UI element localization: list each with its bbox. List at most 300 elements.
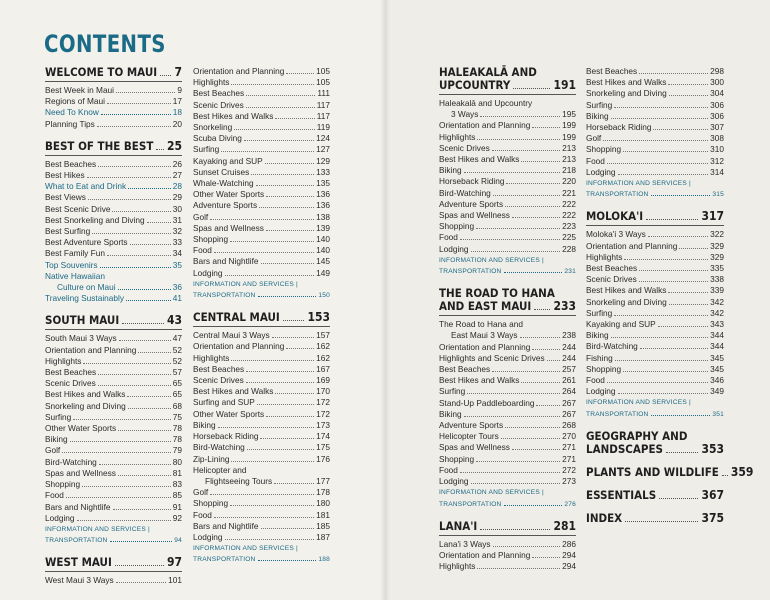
section-heading[interactable] [439,300,576,313]
toc-entry[interactable] [45,248,182,259]
toc-entry[interactable] [193,510,330,521]
toc-entry[interactable] [193,409,330,420]
section-heading[interactable] [439,79,576,92]
toc-entry-page-number: 136 [316,189,330,200]
toc-entry[interactable] [586,319,724,330]
toc-entry-label: Other Water Sports [45,423,117,434]
toc-entry[interactable] [193,353,330,364]
toc-entry[interactable] [45,282,182,293]
toc-entry[interactable] [439,165,576,176]
leader-dots [493,546,561,547]
toc-entry[interactable] [586,133,724,144]
section-heading[interactable] [586,512,724,525]
leader-dots [128,408,171,409]
toc-entry[interactable] [439,409,576,420]
toc-entry-page-number: 138 [316,211,330,222]
section-page-number: 7 [174,65,182,79]
toc-entry-page-number: 345 [710,363,724,374]
toc-entry[interactable] [193,100,330,111]
leader-dots [260,438,314,439]
leader-dots [231,461,314,462]
toc-entry[interactable] [45,423,182,434]
toc-entry[interactable] [193,212,330,223]
section-heading[interactable] [586,210,724,223]
toc-entry[interactable] [45,535,182,546]
toc-entry[interactable] [439,364,576,375]
toc-entry-page-number: 199 [562,131,576,142]
section-title-cont: AND EAST MAUI [439,299,532,314]
toc-entry[interactable] [439,232,576,243]
leader-dots [247,449,314,450]
toc-entry[interactable] [45,502,182,513]
toc-entry[interactable] [45,260,182,271]
toc-entry[interactable] [439,210,576,221]
leader-dots [97,126,171,127]
toc-entry[interactable] [193,397,330,408]
toc-entry-page-number: 345 [710,352,724,363]
leader-dots [98,385,171,386]
toc-entry[interactable] [193,498,330,509]
toc-entry[interactable] [439,188,576,199]
toc-entry[interactable] [586,409,724,420]
toc-entry[interactable] [439,98,576,109]
toc-entry[interactable] [193,420,330,431]
toc-entry[interactable] [586,364,724,375]
toc-entry[interactable] [45,378,182,389]
section-heading[interactable] [45,66,182,79]
toc-entry[interactable] [586,111,724,122]
toc-entry[interactable] [439,454,576,465]
toc-entry-label: Best Beaches [586,66,638,76]
toc-entry-page-number: 344 [710,330,724,341]
toc-entry[interactable] [45,356,182,367]
toc-entry[interactable] [193,330,330,341]
leader-dots [258,560,317,561]
toc-entry-page-number: 136 [316,200,330,211]
toc-entry-page-number: 223 [562,221,576,232]
toc-entry[interactable] [45,513,182,524]
toc-entry[interactable] [193,234,330,245]
toc-entry[interactable] [45,96,182,107]
leader-dots [266,230,314,231]
toc-entry[interactable] [439,561,576,572]
toc-entry[interactable] [586,263,724,274]
leader-dots [624,259,708,260]
toc-entry-label: Surfing [586,307,613,318]
toc-entry[interactable] [586,88,724,99]
toc-entry-page-number: 314 [710,166,724,177]
toc-entry-page-number: 187 [316,531,330,542]
toc-entry-page-number: 228 [562,243,576,254]
toc-entry[interactable] [193,442,330,453]
toc-entry-label: Surfing [193,144,220,155]
toc-entry[interactable] [193,465,330,476]
leader-dots [607,382,708,383]
toc-entry[interactable] [586,252,724,263]
leader-dots [274,483,314,484]
section-heading[interactable] [586,443,724,456]
leader-dots [464,172,561,173]
toc-entry[interactable] [586,100,724,111]
toc-entry[interactable] [439,465,576,476]
toc-entry[interactable] [586,229,724,240]
toc-entry[interactable] [439,199,576,210]
toc-entry-page-number: 349 [710,386,724,397]
toc-entry[interactable] [45,107,182,118]
toc-entry-page-number: 300 [710,77,724,88]
toc-entry[interactable] [439,499,576,510]
toc-entry-label: Biking [439,408,462,419]
leader-dots [107,103,171,104]
toc-entry[interactable] [439,375,576,386]
toc-entry[interactable] [45,226,182,237]
section-heading[interactable] [45,314,182,327]
toc-entry[interactable] [439,244,576,255]
toc-entry-page-number: 271 [562,453,576,464]
leader-dots [225,539,315,540]
section-rule [193,326,330,327]
toc-entry[interactable] [439,476,576,487]
toc-entry-page-number: 162 [316,341,330,352]
toc-entry[interactable] [193,66,330,77]
toc-entry[interactable] [45,85,182,96]
leader-dots [607,163,708,164]
toc-entry[interactable] [193,88,330,99]
toc-entry-label: Native Hawaiian [45,270,105,281]
toc-entry[interactable] [439,442,576,453]
toc-entry-label: Food [193,245,212,256]
toc-entry[interactable] [439,132,576,143]
leader-dots [623,151,708,152]
leader-dots [110,541,173,542]
toc-entry-page-number: 28 [172,181,182,192]
section-rule [586,225,724,226]
leader-dots [646,219,698,220]
toc-entry-label: Orientation and Planning [193,341,285,352]
toc-entry[interactable] [193,256,330,267]
toc-entry-label: TRANSPORTATION [193,556,256,564]
toc-entry-label: Helicopter Tours [439,431,499,442]
section-title: SOUTH MAUI [45,313,120,328]
toc-entry[interactable] [586,66,724,77]
toc-entry[interactable] [193,454,330,465]
toc-entry[interactable] [193,200,330,211]
toc-entry-label: Lana'i 3 Ways [439,538,491,549]
toc-entry[interactable] [45,345,182,356]
toc-entry-label: Golf [193,211,209,222]
toc-entry[interactable] [193,111,330,122]
toc-entry[interactable] [193,268,330,279]
toc-entry[interactable] [439,487,576,498]
toc-entry[interactable] [586,297,724,308]
toc-entry-label: Stand-Up Paddleboarding [439,397,535,408]
toc-entry[interactable] [45,457,182,468]
leader-dots [246,95,315,96]
toc-entry[interactable] [193,133,330,144]
section-heading[interactable] [586,464,754,479]
toc-entry-page-number: 213 [562,142,576,153]
toc-entry-page-number: 170 [316,386,330,397]
toc-entry[interactable] [439,342,576,353]
toc-entry[interactable] [439,255,576,266]
toc-entry[interactable] [193,167,330,178]
toc-entry-label: INFORMATION AND SERVICES | [193,280,298,288]
toc-entry-page-number: 117 [316,99,330,110]
toc-entry-label: Best Hikes and Walks [193,110,274,121]
section-title: HALEAKALĀ AND [439,65,537,79]
toc-entry[interactable] [586,77,724,88]
toc-entry-page-number: 29 [172,192,182,203]
leader-dots [476,228,560,229]
toc-entry-page-number: 35 [172,259,182,270]
toc-entry[interactable] [586,285,724,296]
toc-entry[interactable] [45,119,182,130]
leader-dots [659,498,698,499]
toc-entry-label: Kayaking and SUP [586,319,656,330]
toc-entry[interactable] [193,189,330,200]
toc-entry[interactable] [193,554,330,565]
toc-entry[interactable] [193,223,330,234]
toc-entry[interactable] [45,237,182,248]
toc-entry[interactable] [439,120,576,131]
leader-dots [640,348,708,349]
toc-entry-label: TRANSPORTATION [586,191,649,199]
toc-entry[interactable] [439,109,576,120]
toc-entry[interactable] [45,159,182,170]
toc-entry-page-number: 286 [562,538,576,549]
toc-entry-page-number: 79 [172,445,182,456]
leader-dots [231,84,314,85]
toc-entry-page-number: 220 [562,176,576,187]
toc-entry-label: Whale-Watching [193,178,254,189]
toc-entry[interactable] [439,330,576,341]
toc-entry[interactable] [193,364,330,375]
toc-entry[interactable] [45,389,182,400]
section-page-number: 25 [166,138,182,153]
toc-entry[interactable] [193,521,330,532]
toc-entry-page-number: 294 [562,549,576,560]
toc-entry[interactable] [439,353,576,364]
toc-entry[interactable] [193,386,330,397]
toc-entry[interactable] [193,290,330,301]
toc-entry[interactable] [586,189,724,200]
toc-entry[interactable] [439,319,576,330]
toc-entry[interactable] [586,274,724,285]
toc-entry-label: Traveling Sustainably [45,293,125,304]
toc-entry[interactable] [586,353,724,364]
toc-entry-page-number: 117 [316,110,330,121]
section-page-number: 281 [553,518,576,533]
leader-dots [246,107,315,108]
toc-entry[interactable] [45,181,182,192]
toc-entry[interactable] [439,550,576,561]
toc-entry[interactable] [586,167,724,178]
toc-entry[interactable] [193,543,330,554]
toc-entry[interactable] [193,279,330,290]
toc-entry-label: Biking [586,110,609,121]
toc-entry[interactable] [193,532,330,543]
toc-entry-label: Lodging [586,166,616,177]
toc-entry[interactable] [45,445,182,456]
toc-entry[interactable] [45,434,182,445]
toc-entry-label: Best Family Fun [45,248,105,259]
toc-entry[interactable] [586,386,724,397]
leader-dots [471,251,561,252]
toc-entry-page-number: 306 [710,110,724,121]
toc-entry-page-number: 124 [316,133,330,144]
leader-dots [477,139,560,140]
toc-entry[interactable] [586,308,724,319]
leader-dots [658,326,709,327]
toc-entry[interactable] [45,293,182,304]
toc-entry[interactable] [586,178,724,189]
leader-dots [547,360,561,361]
toc-entry[interactable] [439,221,576,232]
toc-entry[interactable] [193,375,330,386]
toc-entry[interactable] [45,468,182,479]
toc-entry[interactable] [45,204,182,215]
toc-entry[interactable] [193,178,330,189]
toc-entry[interactable] [193,245,330,256]
toc-entry-label: Lodging [439,243,469,254]
section-heading[interactable] [45,140,182,153]
toc-entry[interactable] [193,476,330,487]
toc-entry[interactable] [45,367,182,378]
toc-entry-page-number: 329 [710,251,724,262]
toc-entry-page-number: 264 [562,386,576,397]
toc-entry[interactable] [45,412,182,423]
toc-entry[interactable] [586,241,724,252]
toc-entry[interactable] [586,156,724,167]
toc-entry[interactable] [193,144,330,155]
toc-column-2 [193,66,330,566]
section-heading-line [586,430,724,443]
toc-entry-page-number: 33 [172,237,182,248]
toc-entry[interactable] [439,266,576,277]
toc-entry[interactable] [193,77,330,88]
toc-entry[interactable] [193,487,330,498]
toc-entry[interactable] [45,401,182,412]
toc-entry[interactable] [45,490,182,501]
toc-entry-label: Snorkeling and Diving [586,296,667,307]
toc-entry-page-number: 231 [564,268,576,276]
toc-entry-page-number: 244 [562,341,576,352]
toc-entry[interactable] [439,386,576,397]
toc-entry-page-number: 172 [316,397,330,408]
toc-entry-page-number: 34 [172,248,182,259]
toc-entry[interactable] [45,271,182,282]
toc-entry-label: East Maui 3 Ways [451,330,518,341]
toc-entry-page-number: 105 [316,77,330,88]
toc-entry-label: Food [439,464,458,475]
toc-entry[interactable] [193,341,330,352]
toc-entry-label: Helicopter and [193,464,247,475]
toc-entry[interactable] [45,575,182,586]
toc-entry[interactable] [439,539,576,550]
toc-entry[interactable] [193,431,330,442]
toc-entry-label: TRANSPORTATION [193,292,256,300]
leader-dots [234,129,315,130]
toc-entry-page-number: 68 [172,400,182,411]
toc-entry[interactable] [439,420,576,431]
leader-dots [506,183,560,184]
leader-dots [214,517,314,518]
toc-entry[interactable] [439,143,576,154]
section-heading[interactable] [439,520,576,533]
toc-entry-page-number: 351 [712,410,724,418]
section-page-number: 153 [307,310,330,325]
toc-entry[interactable] [586,375,724,386]
leader-dots [521,382,560,383]
toc-entry[interactable] [45,479,182,490]
leader-dots [275,393,314,394]
leader-dots [218,427,315,428]
leader-dots [477,568,560,569]
toc-entry[interactable] [193,156,330,167]
toc-entry[interactable] [439,154,576,165]
toc-entry[interactable] [439,431,576,442]
section-heading[interactable] [586,489,724,502]
toc-entry-label: Surfing [439,386,466,397]
toc-entry[interactable] [193,122,330,133]
section-heading[interactable] [45,556,182,569]
toc-entry[interactable] [586,397,724,408]
toc-entry[interactable] [45,192,182,203]
toc-entry-page-number: 335 [710,263,724,274]
toc-entry-page-number: 139 [316,222,330,233]
toc-entry[interactable] [586,341,724,352]
toc-entry[interactable] [586,122,724,133]
section-rule [45,155,182,156]
toc-entry-label: Bars and Nightlife [193,520,259,531]
toc-entry[interactable] [586,330,724,341]
toc-entry-label: Scenic Drives [45,378,96,389]
toc-entry-label: Scenic Drives [439,142,490,153]
leader-dots [286,348,314,349]
toc-entry-label: Food [586,155,605,166]
toc-entry[interactable] [45,524,182,535]
toc-entry-label: Orientation and Planning [586,240,678,251]
toc-entry-page-number: 268 [562,420,576,431]
toc-entry[interactable] [45,215,182,226]
toc-entry[interactable] [586,144,724,155]
toc-entry-label: Highlights [193,352,230,363]
leader-dots [83,363,170,364]
toc-entry-label: Highlights [439,131,476,142]
leader-dots [261,263,315,264]
toc-entry-page-number: 213 [562,154,576,165]
toc-entry-page-number: 177 [316,475,330,486]
toc-entry-label: Snorkeling and Diving [45,400,126,411]
toc-entry[interactable] [45,170,182,181]
toc-entry-label: Best Hikes and Walks [439,154,520,165]
leader-dots [639,281,708,282]
section-title: BEST OF THE BEST [45,138,154,153]
toc-entry-page-number: 178 [316,487,330,498]
leader-dots [504,272,563,273]
toc-entry-page-number: 85 [172,490,182,501]
toc-entry-page-number: 149 [316,267,330,278]
toc-entry[interactable] [45,333,182,344]
toc-entry-label: West Maui 3 Ways [45,575,114,586]
leader-dots [77,520,171,521]
toc-entry[interactable] [439,176,576,187]
toc-entry-label: Surfing and SUP [193,397,255,408]
toc-entry[interactable] [439,398,576,409]
section-heading[interactable] [193,311,330,324]
toc-entry-label: INFORMATION AND SERVICES | [439,256,544,264]
leader-dots [258,296,317,297]
